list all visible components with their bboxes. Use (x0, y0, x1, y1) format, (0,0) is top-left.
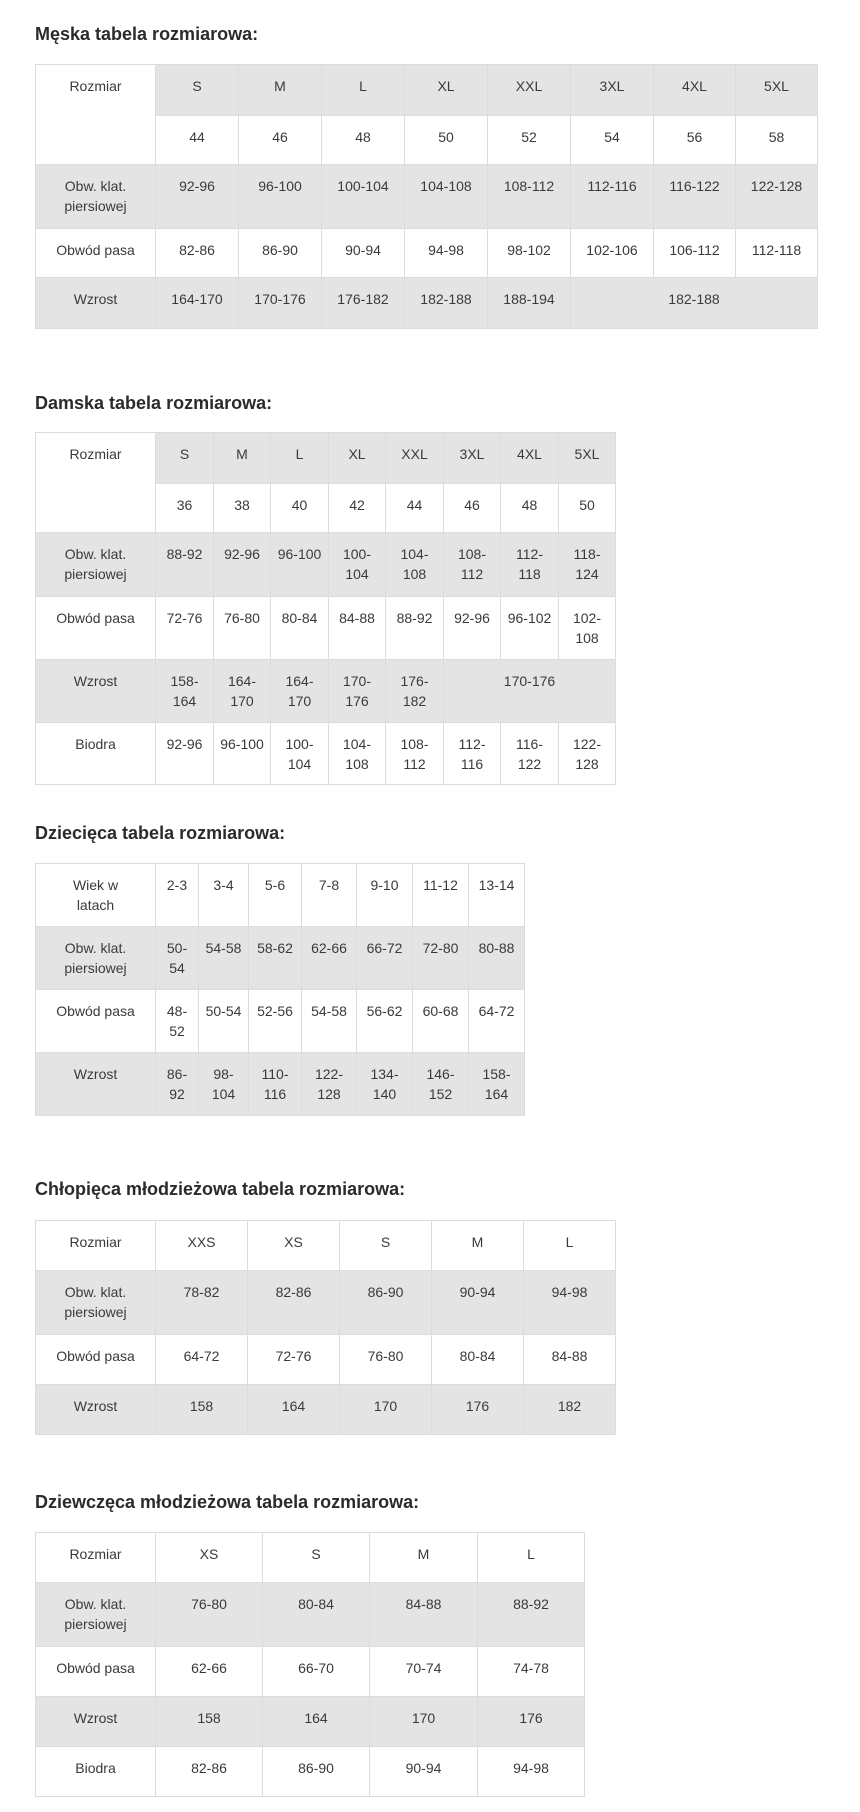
size-cell: XXL (488, 65, 571, 116)
row-label-height: Wzrost (36, 278, 156, 329)
eu-size-cell: 46 (239, 116, 322, 165)
height-cell: 188-194 (488, 278, 571, 329)
womens-chest-row (36, 533, 616, 597)
waist-cell: 84-88 (329, 597, 386, 660)
size-cell: M (370, 1533, 478, 1583)
row-label-height: Wzrost (36, 1697, 156, 1747)
womens-hips-row (36, 723, 616, 785)
height-cell: 158-164 (156, 660, 214, 723)
chest-cell: 88-92 (156, 533, 214, 597)
waist-cell: 74-78 (478, 1647, 585, 1697)
height-cell: 164-170 (271, 660, 329, 723)
size-cell: XL (405, 65, 488, 116)
womens-size-table (35, 432, 616, 785)
waist-cell: 76-80 (214, 597, 271, 660)
chest-cell: 72-80 (413, 927, 469, 990)
chest-cell: 76-80 (156, 1583, 263, 1647)
size-cell: XXS (156, 1221, 248, 1271)
size-cell: 4XL (501, 433, 559, 484)
size-cell: XS (156, 1533, 263, 1583)
height-cell: 158-164 (469, 1053, 525, 1116)
chest-cell: 86-90 (340, 1271, 432, 1335)
size-cell: L (271, 433, 329, 484)
waist-cell: 60-68 (413, 990, 469, 1053)
row-label-waist: Obwód pasa (36, 1335, 156, 1385)
size-cell: M (432, 1221, 524, 1271)
height-cell: 176 (478, 1697, 585, 1747)
waist-cell: 64-72 (156, 1335, 248, 1385)
mens-chest-row (36, 165, 818, 229)
girls-chest-row (36, 1583, 585, 1647)
chest-cell: 122-128 (736, 165, 818, 229)
chest-cell: 94-98 (524, 1271, 616, 1335)
row-label-chest: Obw. klat. piersiowej (36, 165, 156, 229)
row-label-height: Wzrost (36, 1053, 156, 1116)
waist-cell: 80-84 (271, 597, 329, 660)
chest-cell: 90-94 (432, 1271, 524, 1335)
waist-cell: 88-92 (386, 597, 444, 660)
height-cell: 170-176 (239, 278, 322, 329)
chest-cell: 104-108 (386, 533, 444, 597)
kids-waist-row (36, 990, 525, 1053)
chest-cell: 100-104 (329, 533, 386, 597)
height-cell: 170 (370, 1697, 478, 1747)
eu-size-cell: 44 (386, 484, 444, 533)
height-cell-merged: 182-188 (571, 278, 818, 329)
hips-cell: 90-94 (370, 1747, 478, 1797)
height-cell: 146-152 (413, 1053, 469, 1116)
hips-cell: 104-108 (329, 723, 386, 785)
waist-cell: 56-62 (357, 990, 413, 1053)
chest-cell: 58-62 (249, 927, 302, 990)
eu-size-cell: 42 (329, 484, 386, 533)
row-label-chest: Obw. klat. piersiowej (36, 927, 156, 990)
age-cell: 11-12 (413, 864, 469, 927)
size-cell: 3XL (444, 433, 501, 484)
height-cell: 170 (340, 1385, 432, 1435)
eu-size-cell: 52 (488, 116, 571, 165)
waist-cell: 66-70 (263, 1647, 370, 1697)
chest-cell: 96-100 (239, 165, 322, 229)
womens-table-title: Damska tabela rozmiarowa: (35, 393, 273, 413)
height-cell: 182 (524, 1385, 616, 1435)
hips-cell: 96-100 (214, 723, 271, 785)
waist-cell: 102-108 (559, 597, 616, 660)
mens-height-row (36, 278, 818, 329)
chest-cell: 116-122 (654, 165, 736, 229)
size-cell: S (156, 65, 239, 116)
waist-cell: 50-54 (199, 990, 249, 1053)
waist-cell: 112-118 (736, 229, 818, 278)
waist-cell: 84-88 (524, 1335, 616, 1385)
height-cell: 182-188 (405, 278, 488, 329)
size-cell: XL (329, 433, 386, 484)
waist-cell: 52-56 (249, 990, 302, 1053)
chest-cell: 54-58 (199, 927, 249, 990)
chest-cell: 80-84 (263, 1583, 370, 1647)
waist-cell: 54-58 (302, 990, 357, 1053)
boys-chest-row (36, 1271, 616, 1335)
hips-cell: 112-116 (444, 723, 501, 785)
row-label-chest: Obw. klat. piersiowej (36, 1271, 156, 1335)
boys-size-table (35, 1220, 616, 1435)
row-label-waist: Obwód pasa (36, 597, 156, 660)
eu-size-cell: 50 (559, 484, 616, 533)
height-cell: 122-128 (302, 1053, 357, 1116)
chest-cell: 50-54 (156, 927, 199, 990)
hips-cell: 92-96 (156, 723, 214, 785)
row-label-size: Rozmiar (36, 433, 156, 533)
waist-cell: 80-84 (432, 1335, 524, 1385)
mens-size-table (35, 64, 818, 329)
eu-size-cell: 56 (654, 116, 736, 165)
hips-cell: 116-122 (501, 723, 559, 785)
size-cell: M (214, 433, 271, 484)
eu-size-cell: 48 (501, 484, 559, 533)
height-cell: 176-182 (386, 660, 444, 723)
hips-cell: 108-112 (386, 723, 444, 785)
boys-height-row (36, 1385, 616, 1435)
size-cell: 3XL (571, 65, 654, 116)
chest-cell: 118-124 (559, 533, 616, 597)
age-cell: 9-10 (357, 864, 413, 927)
waist-cell: 86-90 (239, 229, 322, 278)
size-cell: XXL (386, 433, 444, 484)
waist-cell: 90-94 (322, 229, 405, 278)
chest-cell: 112-118 (501, 533, 559, 597)
age-cell: 5-6 (249, 864, 302, 927)
size-cell: L (524, 1221, 616, 1271)
row-label-size: Rozmiar (36, 1533, 156, 1583)
boys-size-row (36, 1221, 616, 1271)
hips-cell: 82-86 (156, 1747, 263, 1797)
hips-cell: 94-98 (478, 1747, 585, 1797)
waist-cell: 48-52 (156, 990, 199, 1053)
chest-cell: 82-86 (248, 1271, 340, 1335)
waist-cell: 106-112 (654, 229, 736, 278)
row-label-waist: Obwód pasa (36, 1647, 156, 1697)
row-label-height: Wzrost (36, 660, 156, 723)
height-cell: 164 (248, 1385, 340, 1435)
row-label-hips: Biodra (36, 1747, 156, 1797)
eu-size-cell: 50 (405, 116, 488, 165)
girls-size-table (35, 1532, 585, 1797)
height-cell: 98-104 (199, 1053, 249, 1116)
size-cell: 5XL (736, 65, 818, 116)
age-cell: 2-3 (156, 864, 199, 927)
age-cell: 13-14 (469, 864, 525, 927)
height-cell: 164 (263, 1697, 370, 1747)
age-cell: 3-4 (199, 864, 249, 927)
eu-size-cell: 48 (322, 116, 405, 165)
chest-cell: 78-82 (156, 1271, 248, 1335)
row-label-waist: Obwód pasa (36, 990, 156, 1053)
chest-cell: 92-96 (214, 533, 271, 597)
waist-cell: 72-76 (248, 1335, 340, 1385)
chest-cell: 112-116 (571, 165, 654, 229)
chest-cell: 108-112 (488, 165, 571, 229)
height-cell: 164-170 (214, 660, 271, 723)
size-cell: L (478, 1533, 585, 1583)
eu-size-cell: 46 (444, 484, 501, 533)
waist-cell: 62-66 (156, 1647, 263, 1697)
waist-cell: 70-74 (370, 1647, 478, 1697)
height-cell: 176-182 (322, 278, 405, 329)
size-cell: S (156, 433, 214, 484)
row-label-size: Rozmiar (36, 65, 156, 165)
height-cell-merged: 170-176 (444, 660, 616, 723)
waist-cell: 92-96 (444, 597, 501, 660)
eu-size-cell: 44 (156, 116, 239, 165)
size-cell: XS (248, 1221, 340, 1271)
womens-size-row (36, 433, 616, 484)
chest-cell: 108-112 (444, 533, 501, 597)
kids-age-row (36, 864, 525, 927)
eu-size-cell: 58 (736, 116, 818, 165)
chest-cell: 92-96 (156, 165, 239, 229)
size-cell: L (322, 65, 405, 116)
chest-cell: 104-108 (405, 165, 488, 229)
row-label-waist: Obwód pasa (36, 229, 156, 278)
kids-size-table (35, 863, 525, 1116)
hips-cell: 100-104 (271, 723, 329, 785)
height-cell: 176 (432, 1385, 524, 1435)
waist-cell: 102-106 (571, 229, 654, 278)
height-cell: 170-176 (329, 660, 386, 723)
boys-waist-row (36, 1335, 616, 1385)
height-cell: 164-170 (156, 278, 239, 329)
height-cell: 158 (156, 1697, 263, 1747)
kids-height-row (36, 1053, 525, 1116)
girls-waist-row (36, 1647, 585, 1697)
size-cell: S (340, 1221, 432, 1271)
height-cell: 158 (156, 1385, 248, 1435)
row-label-hips: Biodra (36, 723, 156, 785)
size-cell: S (263, 1533, 370, 1583)
waist-cell: 64-72 (469, 990, 525, 1053)
eu-size-cell: 38 (214, 484, 271, 533)
waist-cell: 96-102 (501, 597, 559, 660)
row-label-size: Rozmiar (36, 1221, 156, 1271)
height-cell: 134-140 (357, 1053, 413, 1116)
row-label-chest: Obw. klat. piersiowej (36, 1583, 156, 1647)
waist-cell: 76-80 (340, 1335, 432, 1385)
hips-cell: 122-128 (559, 723, 616, 785)
chest-cell: 66-72 (357, 927, 413, 990)
chest-cell: 88-92 (478, 1583, 585, 1647)
hips-cell: 86-90 (263, 1747, 370, 1797)
waist-cell: 72-76 (156, 597, 214, 660)
girls-size-row (36, 1533, 585, 1583)
waist-cell: 82-86 (156, 229, 239, 278)
row-label-age: Wiek w latach (36, 864, 156, 927)
mens-size-row (36, 65, 818, 116)
eu-size-cell: 54 (571, 116, 654, 165)
height-cell: 110-116 (249, 1053, 302, 1116)
girls-table-title: Dziewczęca młodzieżowa tabela rozmiarowa: (35, 1492, 420, 1512)
mens-waist-row (36, 229, 818, 278)
chest-cell: 96-100 (271, 533, 329, 597)
eu-size-cell: 40 (271, 484, 329, 533)
womens-waist-row (36, 597, 616, 660)
waist-cell: 98-102 (488, 229, 571, 278)
waist-cell: 94-98 (405, 229, 488, 278)
row-label-chest: Obw. klat. piersiowej (36, 533, 156, 597)
chest-cell: 84-88 (370, 1583, 478, 1647)
mens-table-title: Męska tabela rozmiarowa: (35, 24, 259, 44)
age-cell: 7-8 (302, 864, 357, 927)
size-cell: 4XL (654, 65, 736, 116)
row-label-height: Wzrost (36, 1385, 156, 1435)
boys-table-title: Chłopięca młodzieżowa tabela rozmiarowa: (35, 1179, 406, 1199)
chest-cell: 100-104 (322, 165, 405, 229)
kids-table-title: Dziecięca tabela rozmiarowa: (35, 823, 286, 843)
size-cell: 5XL (559, 433, 616, 484)
girls-hips-row (36, 1747, 585, 1797)
kids-chest-row (36, 927, 525, 990)
chest-cell: 62-66 (302, 927, 357, 990)
womens-height-row (36, 660, 616, 723)
height-cell: 86-92 (156, 1053, 199, 1116)
size-cell: M (239, 65, 322, 116)
girls-height-row (36, 1697, 585, 1747)
eu-size-cell: 36 (156, 484, 214, 533)
chest-cell: 80-88 (469, 927, 525, 990)
